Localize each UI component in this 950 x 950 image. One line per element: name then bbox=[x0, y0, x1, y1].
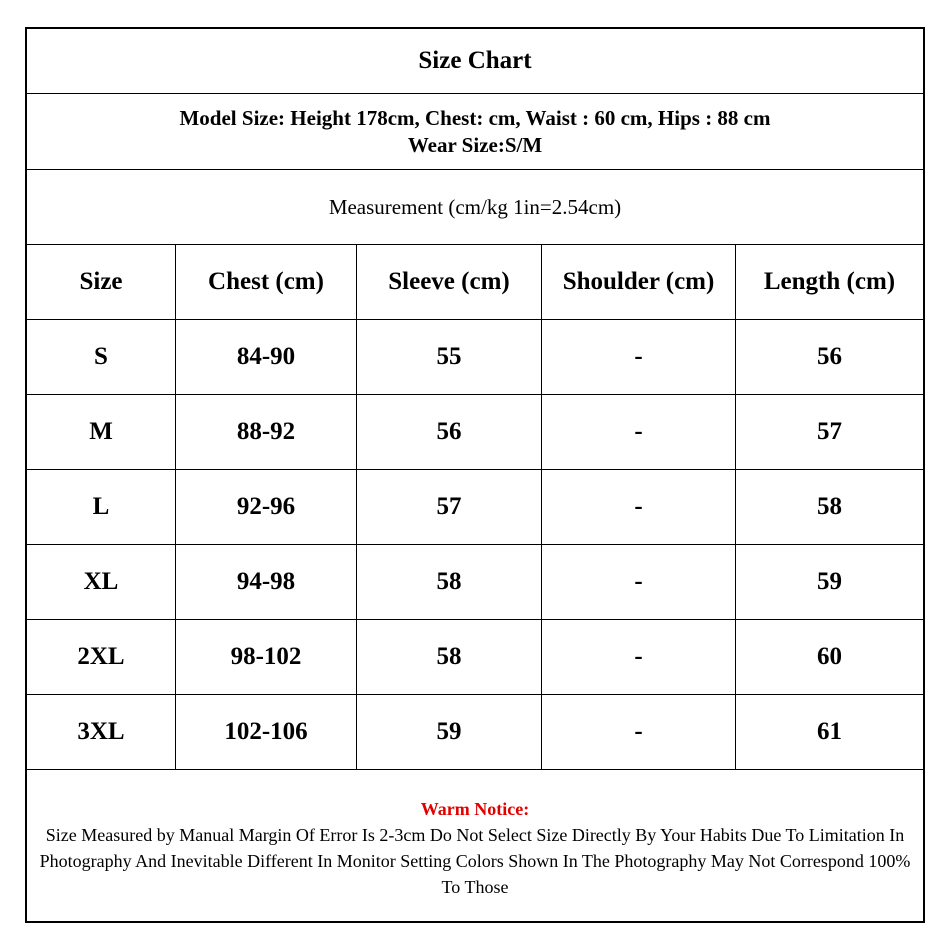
cell-chest: 88-92 bbox=[176, 395, 357, 469]
cell-shoulder: - bbox=[542, 620, 736, 694]
cell-length: 59 bbox=[817, 568, 842, 595]
cell-size: 3XL bbox=[27, 695, 176, 769]
table-row bbox=[27, 320, 923, 395]
cell-size: M bbox=[27, 395, 176, 469]
header-size: Size bbox=[27, 245, 176, 319]
header-length: Length (cm) bbox=[763, 268, 896, 295]
cell-sleeve: 55 bbox=[357, 320, 542, 394]
table-row bbox=[27, 695, 923, 770]
table-header-row bbox=[27, 245, 923, 320]
cell-size: L bbox=[27, 470, 176, 544]
cell-chest: 94-98 bbox=[176, 545, 357, 619]
cell-shoulder: - bbox=[542, 695, 736, 769]
size-table bbox=[27, 245, 923, 770]
cell-sleeve: 57 bbox=[357, 470, 542, 544]
table-row bbox=[27, 470, 923, 545]
cell-length: 60 bbox=[817, 643, 842, 670]
model-size-line: Model Size: Height 178cm, Chest: cm, Waist : 60 cm, Hips : 88 cm bbox=[179, 105, 771, 130]
cell-sleeve: 58 bbox=[357, 545, 542, 619]
cell-sleeve: 56 bbox=[357, 395, 542, 469]
model-info bbox=[27, 94, 923, 170]
cell-length: 57 bbox=[817, 418, 842, 445]
cell-chest: 84-90 bbox=[176, 320, 357, 394]
header-sleeve: Sleeve (cm) bbox=[357, 245, 542, 319]
cell-shoulder: - bbox=[542, 320, 736, 394]
cell-length: 61 bbox=[817, 718, 842, 745]
cell-shoulder: - bbox=[542, 395, 736, 469]
chart-title bbox=[27, 29, 923, 94]
cell-shoulder: - bbox=[542, 470, 736, 544]
cell-chest: 102-106 bbox=[176, 695, 357, 769]
measurement-note bbox=[27, 170, 923, 245]
header-chest: Chest (cm) bbox=[176, 245, 357, 319]
notice-title: Warm Notice: bbox=[420, 799, 530, 819]
cell-sleeve: 59 bbox=[357, 695, 542, 769]
chart-title-text: Size Chart bbox=[418, 47, 532, 74]
cell-sleeve: 58 bbox=[357, 620, 542, 694]
size-chart bbox=[25, 27, 925, 923]
cell-chest: 92-96 bbox=[176, 470, 357, 544]
table-row bbox=[27, 620, 923, 695]
warm-notice bbox=[27, 770, 923, 921]
cell-shoulder: - bbox=[542, 545, 736, 619]
cell-size: 2XL bbox=[27, 620, 176, 694]
cell-length: 58 bbox=[817, 493, 842, 520]
cell-chest: 98-102 bbox=[176, 620, 357, 694]
header-shoulder: Shoulder (cm) bbox=[542, 245, 736, 319]
table-row bbox=[27, 395, 923, 470]
notice-text: Size Measured by Manual Margin Of Error Is 2-3cm Do Not Select Size Directly By Your Habits Due To Limitation In Photography And Inevitable Different In Monitor Setting Colors Shown In The Photography May Not Correspond 100% To Those bbox=[39, 825, 911, 897]
measurement-text: Measurement (cm/kg 1in=2.54cm) bbox=[328, 194, 622, 219]
cell-size: S bbox=[27, 320, 176, 394]
cell-length: 56 bbox=[817, 343, 842, 370]
table-row bbox=[27, 545, 923, 620]
wear-size-line: Wear Size:S/M bbox=[407, 132, 543, 157]
cell-size: XL bbox=[27, 545, 176, 619]
